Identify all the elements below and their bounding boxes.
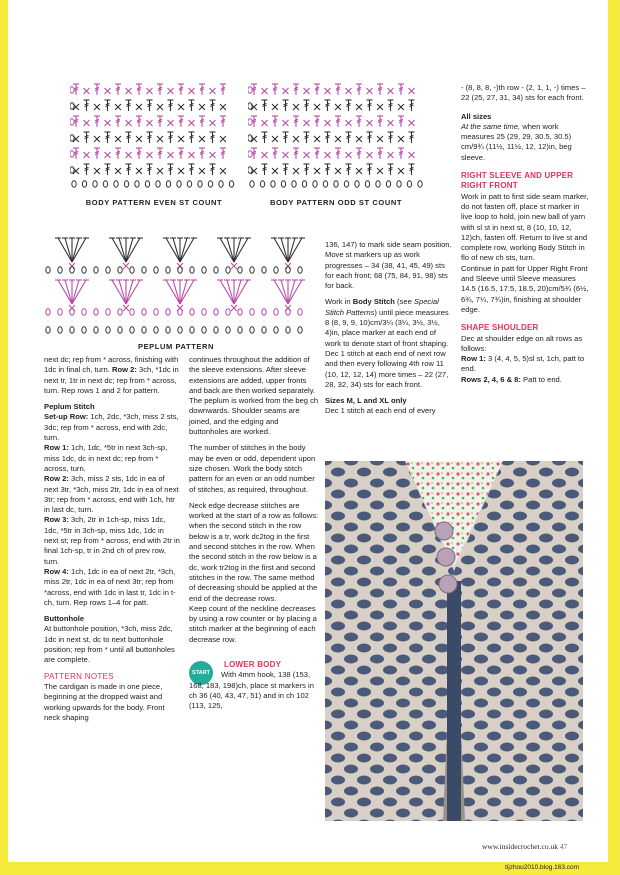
all-sizes-heading: All sizes: [461, 111, 492, 121]
body-pattern-even-caption: BODY PATTERN EVEN ST COUNT: [85, 198, 223, 207]
body-text: 1ch, 2dc, *3ch, miss 2 sts, 3dc; rep from * across, end with 2dc, turn.: [44, 412, 179, 443]
column-3: [325, 240, 453, 423]
stitch-chart-peplum-svg: [42, 228, 310, 336]
paragraph: At buttonhole position, *3ch, miss 2dc, 1dc in next st, dc to next buttonhole position; rep from * until all buttonholes are complete.: [44, 624, 175, 665]
body-text: With 4mm hook, 138 (153, 168, 183, 198)ch, place st markers in ch 36 (40, 43, 47, 51) and in ch 102 (113, 125,: [189, 670, 314, 711]
column-4: [461, 83, 589, 391]
paragraph: [44, 355, 180, 396]
paragraph: [44, 474, 180, 515]
peplum-pattern-chart: [42, 228, 310, 336]
body-text: (see: [394, 297, 414, 307]
paragraph: [189, 670, 319, 711]
start-badge: START: [189, 661, 213, 685]
paragraph: The cardigan is made in one piece, beginning at the dropped waist and working upwards for the body. Front neck shaping: [44, 681, 165, 722]
sizes-heading: Sizes M, L and XL only: [325, 396, 407, 406]
cardigan-illustration: [325, 461, 583, 821]
row-label: Rows 2, 4, 6 & 8:: [461, 374, 521, 384]
body-text: 3 (4, 4, 5, 5)sl st, 1ch, patt to end.: [461, 354, 585, 374]
watermark: tijzhou2010.blog.163.com: [505, 864, 580, 871]
body-text: next dc; rep from * across, finishing with 1dc in final ch, turn.: [44, 355, 179, 375]
lower-body-heading: LOWER BODY: [224, 660, 282, 669]
body-text: Patt to end.: [520, 374, 562, 384]
paragraph: Dec 1 stitch at each end of every: [325, 406, 436, 416]
paragraph: Keep count of the neckline decreases by using a row counter or by placing a stitch marker at the beginning of each decrease row.: [189, 603, 317, 644]
paragraph: [461, 122, 589, 163]
column-1: [44, 355, 180, 729]
paragraph: [325, 297, 453, 390]
paragraph: 136, 147) to mark side seam position. Move st markers up as work progresses – 34 (38, 41, 45, 49) sts for each front; 68 (75, 84, 91, 98) sts for back.: [325, 240, 452, 291]
paragraph: [44, 515, 180, 566]
magazine-page: [8, 0, 608, 862]
column-2: [189, 355, 319, 651]
bold-term: Body Stitch: [352, 297, 395, 307]
paragraph: [44, 412, 180, 443]
row-label: Row 4:: [44, 566, 69, 576]
buttonhole-heading: Buttonhole: [44, 614, 85, 624]
row-label: Row 1:: [44, 443, 69, 453]
shape-shoulder-heading: SHAPE SHOULDER: [461, 323, 539, 333]
stitch-chart-odd-svg: [248, 80, 424, 192]
body-text: 1ch, 1dc in ea of next 2tr, *3ch, miss 2tr, 1dc in ea of next 3tr; rep from *across, end with 1dc in last tr, 1dc in t-ch, turn. Rep rows 1–4 for patt.: [44, 566, 176, 607]
paragraph: [44, 567, 180, 608]
row-label: Row 2:: [111, 365, 137, 375]
paragraph: [44, 443, 180, 474]
row-label: Set-up Row:: [44, 412, 89, 422]
page-number: 47: [559, 842, 568, 851]
paragraph: - (8, 8, 8, -)th row - (2, 1, 1, -) times – 22 (25, 27, 31, 34) sts for each front.: [461, 83, 586, 103]
paragraph: Continue in patt for Upper Right Front and Sleeve until Sleeve measures 14.5 (16.5, 17.5, 18.5, 20)cm/5¾ (6½, 6¾, 7¼, 7¾)in, finishing at shoulder edge.: [461, 263, 589, 314]
cardigan-photo: [325, 461, 583, 821]
paragraph: [461, 375, 589, 385]
paragraph: The number of stitches in the body may be even or odd, dependent upon size chosen. Work the body stitch pattern for an even or an odd number of stitches, as required, throughout.: [189, 443, 316, 494]
body-text: 3ch, *1dc in next tr, 1tr in next dc; rep from * across, turn. Rep rows 1 and 2 for pattern.: [44, 365, 179, 395]
paragraph: Neck edge decrease stitches are worked at the start of a row as follows: when the second stitch in the row below is a tr, work dc2tog in the first and second stitches in the row. When the second stitch in the row below is a dc, work tr2tog in the first and second stitches in the row. The same method of decreasing should be applied at the end of the decrease rows.: [189, 500, 319, 603]
right-sleeve-heading: RIGHT SLEEVE AND UPPER RIGHT FRONT: [461, 171, 574, 191]
body-text: 3ch, 2tr in 1ch-sp, miss 1dc, 1dc, *5tr in 3ch-sp, miss 1dc, 1dc in next st; rep from * across, end with 2tr in final 1ch-sp, tr in 2nd ch of prev row, turn.: [44, 515, 180, 566]
paragraph: continues throughout the addition of the sleeve extensions. After sleeve extensions are added, upper fronts and back are then worked separately. The peplum is worked from the beg ch downwards. Shoulder seams are joined, and the edging and buttonholes are worked.: [189, 355, 319, 437]
body-text: Work in: [325, 297, 353, 307]
body-text: 1ch, 1dc, *5tr in next 3ch-sp, miss 1dc, dc in next dc; rep from * across, turn.: [44, 443, 168, 473]
body-pattern-odd-caption: BODY PATTERN ODD ST COUNT: [269, 198, 403, 207]
peplum-stitch-heading: Peplum Stitch: [44, 402, 95, 412]
italic-term: At the same time,: [461, 121, 521, 131]
footer-url: www.insidecrochet.co.uk: [482, 842, 558, 851]
pattern-notes-heading: PATTERN NOTES: [44, 671, 114, 681]
paragraph: [461, 354, 589, 375]
body-text: when work measures 25 (29, 29, 30.5, 30.5) cm/9¾ (11½, 11½, 12, 12)in, beg sleeve.: [461, 121, 572, 162]
lower-body-section: [189, 660, 319, 717]
italic-term: Special Stitch Patterns: [325, 297, 439, 317]
paragraph: Dec at shoulder edge on alt rows as follows:: [461, 333, 583, 353]
peplum-pattern-caption: PEPLUM PATTERN: [137, 342, 215, 351]
body-text: 3ch, miss 2 sts, 1dc in ea of next 3tr, *3ch, miss 2tr, 1dc in ea of next 3tr; rep from * across, end with 1ch, htr in last dc, turn.: [44, 474, 179, 515]
body-text: ) until piece measures 8 (8, 9, 9, 10)cm/3¼ (3¼, 3½, 3½, 4)in, place marker at each end of work to denote start of front shaping. Dec 1 stitch at each end of next row and then every following 4th row 11 (10, 12, 12, 14) more times – 22 (27, 28, 32, 34) sts for each front.: [325, 307, 449, 389]
row-label: Row 1:: [461, 354, 486, 364]
paragraph: Work in patt to first side seam marker, do not fasten off, place st marker in live loop to hold, join new ball of yarn with sl st in next st, 8 (10, 10, 12, 12)ch, fasten off. Return to live st and complete row, working Body Stitch in flo of new ch sts, turn.: [461, 191, 589, 263]
stitch-chart-even-svg: [70, 80, 238, 192]
row-label: Row 2:: [44, 474, 69, 484]
row-label: Row 3:: [44, 515, 69, 525]
body-pattern-odd-chart: [248, 80, 424, 192]
page-footer: [482, 842, 567, 851]
body-pattern-even-chart: [70, 80, 238, 192]
